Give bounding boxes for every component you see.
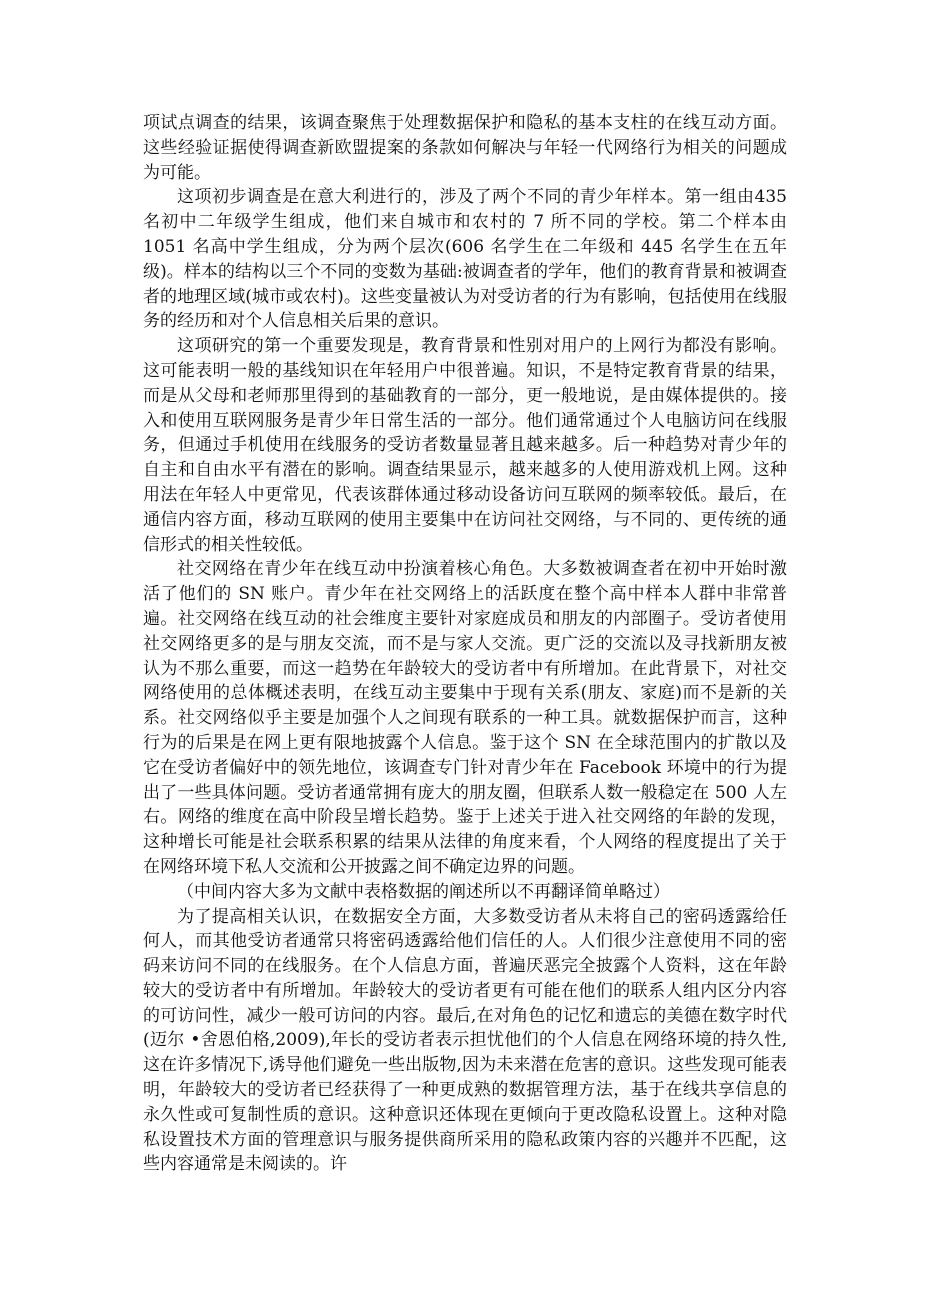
paragraph-social-networks: 社交网络在青少年在线互动中扮演着核心角色。大多数被调查者在初中开始时激活了他们的 SN 账户。青少年在社交网络上的活跃度在整个高中样本人群中非常普遍。社交网络在线互动的社会维度主要针对家庭成员和朋友的内部圈子。受访者使用社交网络更多的是与朋友交流，而不是与家人交流。更广泛的交流以及寻找新朋友被认为不那么重要，而这一趋势在年龄较大的受访者中有所增加。在此背景下，对社交网络使用的总体概述表明，在线互动主要集中于现有关系(朋友、家庭)而不是新的关系。社交网络似乎主要是加强个人之间现有联系的一种工具。就数据保护而言，这种行为的后果是在网上更有限地披露个人信息。鉴于这个 SN 在全球范围内的扩散以及它在受访者偏好中的领先地位，该调查专门针对青少年在 Facebook 环境中的行为提出了一些具体问题。受访者通常拥有庞大的朋友圈，但联系人数一般稳定在 500 人左右。网络的维度在高中阶段呈增长趋势。鉴于上述关于进入社交网络的年龄的发现，这种增长可能是社会联系积累的结果从法律的角度来看，个人网络的程度提出了关于在网络环境下私人交流和公开披露之间不确定边界的问题。: [143, 559, 787, 877]
paragraph-omission-note: （中间内容大多为文献中表格数据的阐述所以不再翻译简单略过）: [177, 881, 670, 902]
paragraph-first-finding: 这项研究的第一个重要发现是，教育背景和性别对用户的上网行为都没有影响。这可能表明一般的基线知识在年轻用户中很普遍。知识，不是特定教育背景的结果，而是从父母和老师那里得到的基础教育的一部分，更一般地说，是由媒体提供的。接入和使用互联网服务是青少年日常生活的一部分。他们通常通过个人电脑访问在线服务，但通过手机使用在线服务的受访者数量显著且越来越多。后一种趋势对青少年的自主和自由水平有潜在的影响。调查结果显示，越来越多的人使用游戏机上网。这种用法在年轻人中更常见，代表该群体通过移动设备访问互联网的频率较低。最后，在通信内容方面，移动互联网的使用主要集中在访问社交网络，与不同的、更传统的通信形式的相关性较低。: [143, 336, 787, 555]
paragraph-continuation: 项试点调查的结果，该调查聚焦于处理数据保护和隐私的基本支柱的在线互动方面。这些经验证据使得调查新欧盟提案的条款如何解决与年轻一代网络行为相关的问题成为可能。: [143, 113, 787, 183]
paragraph-data-security: 为了提高相关认识，在数据安全方面，大多数受访者从未将自己的密码透露给任何人，而其他受访者通常只将密码透露给他们信任的人。人们很少注意使用不同的密码来访问不同的在线服务。在个人信息方面，普遍厌恶完全披露个人资料，这在年龄较大的受访者中有所增加。年龄较大的受访者更有可能在他们的联系人组内区分内容的可访问性，减少一般可访问的内容。最后,在对角色的记忆和遗忘的美德在数字时代(迈尔 •舍恩伯格,2009),年长的受访者表示担忧他们的个人信息在网络环境的持久性,这在许多情况下,诱导他们避免一些出版物,因为未来潜在危害的意识。这些发现可能表明，年龄较大的受访者已经获得了一种更成熟的数据管理方法，基于在线共享信息的永久性或可复制性质的意识。这种意识还体现在更倾向于更改隐私设置上。这种对隐私设置技术方面的管理意识与服务提供商所采用的隐私政策内容的兴趣并不匹配，这些内容通常是未阅读的。许: [143, 906, 787, 1175]
document-body: [143, 111, 787, 1177]
paragraph-survey-samples: 这项初步调查是在意大利进行的，涉及了两个不同的青少年样本。第一组由435 名初中二年级学生组成，他们来自城市和农村的 7 所不同的学校。第二个样本由 1051 名高中学生组成，分为两个层次(606 名学生在二年级和 445 名学生在五年级)。样本的结构以三个不同的变数为基础:被调查者的学年，他们的教育背景和被调查者的地理区域(城市或农村)。这些变量被认为对受访者的行为有影响，包括使用在线服务的经历和对个人信息相关后果的意识。: [143, 187, 787, 332]
